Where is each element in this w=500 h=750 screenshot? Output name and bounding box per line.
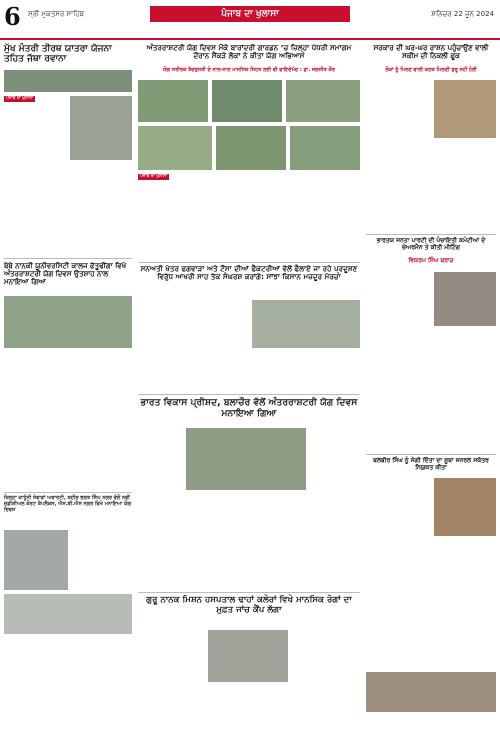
university-yoga-photo bbox=[4, 296, 132, 348]
cm-tirth-headline: ਮੁੱਖ ਮੰਤਰੀ ਤੀਰਥ ਯਾਤਰਾ ਯੋਜਨਾ ਤਹਿਤ ਜੱਥਾ ਰਵਾਨਾ bbox=[4, 44, 112, 65]
divider bbox=[138, 394, 360, 395]
divider bbox=[366, 234, 496, 235]
divider bbox=[4, 492, 132, 493]
drinking-water-headline: ਸਰਕਾਰ ਦੀ ਘਰ-ਘਰ ਰਾਸ਼ਨ ਪਹੁੰਚਾਉਣ ਵਾਲੀ ਸਕੀਮ ਦੀ ਨਿਕਲੀ ਫੂਕ bbox=[373, 44, 489, 61]
yoga-garden-headline: ਅੰਤਰਰਾਸ਼ਟਰੀ ਯੋਗ ਦਿਵਸ ਮੌਕੇ ਬਾਰਾਂਦਰੀ ਗਾਰਡਨ ’ਚ ਜ਼ਿਲ੍ਹਾ ਪੱਧਰੀ ਸਮਾਗਮ ਦੌਰਾਨ ਸੈਂਕੜੇ ਲੋਕਾਂ ਨੇ ਕੀਤਾ ਯੋਗ ਅਭਿਆਸ bbox=[146, 43, 352, 61]
court-yoga-photo bbox=[4, 530, 68, 590]
right-bottom-body bbox=[366, 716, 496, 746]
cm-tirth-body bbox=[4, 96, 66, 246]
court-yoga-photo-2 bbox=[4, 594, 132, 634]
yoga-garden-kicker: ਯੋਗ ਸਰੀਰਕ ਤੰਦਰੁਸਤੀ ਦੇ ਨਾਲ-ਨਾਲ ਮਾਨਸਿਕ ਸਿਹਤ ਲਈ ਵੀ ਫਾਇਦੇਮੰਦ : ਡਾ. ਜਗਜੀਤ ਕੌਰ bbox=[163, 67, 335, 73]
jaswinder-body-2 bbox=[434, 540, 496, 668]
divider bbox=[366, 454, 496, 455]
divider bbox=[138, 592, 360, 593]
drinking-water-kicker: ਲੋਕਾਂ ਨੂੰ ਮਿਲਣ ਵਾਲੀ ਕਣਕ ਮਿਲਣੀ ਸ਼ੁਰੂ ਨਹੀਂ ਹੋਈ bbox=[385, 67, 477, 73]
fair-price-byline: ਵਿਕਰਮ ਸਿੰਘ ਬਰਾੜ bbox=[408, 257, 454, 264]
yoga-garden-photo-1 bbox=[138, 80, 208, 122]
farmers-photo bbox=[252, 300, 360, 348]
issue-date: ਸ਼ਨਿਚਰ 22 ਜੂਨ 2024 bbox=[431, 10, 494, 18]
yoga-garden-photo-2 bbox=[212, 80, 282, 122]
drinking-water-body-2 bbox=[434, 142, 496, 230]
divider bbox=[4, 258, 132, 259]
city-name: ਸ੍ਰੀ ਮੁਕਤਸਰ ਸਾਹਿਬ bbox=[28, 10, 85, 18]
jaswinder-body bbox=[366, 478, 430, 668]
meeting-photo bbox=[434, 272, 496, 326]
yoga-garden-photo-3 bbox=[286, 80, 360, 122]
left-bottom-body bbox=[4, 638, 132, 746]
guru-nanak-photo bbox=[208, 630, 288, 682]
guru-nanak-headline: ਗੁਰੂ ਨਾਨਕ ਮਿਸ਼ਨ ਹਸਪਤਾਲ ਢਾਹਾਂ ਕਲੇਰਾਂ ਵਿਖੇ ਮਾਨਸਿਕ ਰੋਗਾਂ ਦਾ ਮੁਫ਼ਤ ਜਾਂਚ ਕੈਂਪ ਲੱਗਾ bbox=[146, 595, 352, 615]
jaswinder-headline: ਬਲਬੀਰ ਸਿੰਘ ਨੂੰ ਸੋਗੀ ਦਿੱਤਾ ਦਾ ਸੂਬਾ ਜਨਰਲ ਸਕੱਤਰ ਨਿਯੁਕਤ ਕੀਤਾ bbox=[373, 457, 489, 471]
farmers-headline: ਸਨਅਤੀ ਖੇਤਰ ਫਗਵਾੜਾ ਅਤੇ ਟੌਂਸਾ ਦੀਆਂ ਫੈਕਟਰੀਆਂ ਵੱਲੋਂ ਫੈਲਾਏ ਜਾ ਰਹੇ ਪ੍ਰਦੂਸ਼ਣ ਵਿਰੁੱਧ ਆਖਰੀ ਸਾਹ ਤੱਕ ਸੰਘਰਸ਼ ਕਰਾਂਗੇ: ਸਾਂਝਾ ਕਿਸਾਨ ਮਜ਼ਦੂਰ ਮੋਰਚਾ bbox=[140, 264, 358, 282]
yoga-garden-photo-4 bbox=[138, 126, 212, 170]
cm-tirth-photo bbox=[4, 70, 132, 92]
farmers-body-2 bbox=[252, 352, 360, 392]
yoga-garden-photo-5 bbox=[216, 126, 286, 170]
bharat-vikas-body-2 bbox=[186, 494, 360, 588]
fair-price-body bbox=[366, 272, 430, 452]
yoga-garden-body bbox=[138, 174, 360, 260]
section-title: ਪੰਜਾਬ ਦਾ ਖੁਲਾਸਾ bbox=[150, 6, 350, 22]
jaswinder-portrait bbox=[434, 478, 496, 536]
bharat-vikas-body bbox=[138, 428, 182, 588]
district-court-headline: ਜ਼ਿਲ੍ਹਾ ਕਾਨੂੰਨੀ ਸੇਵਾਵਾਂ ਅਥਾਰਟੀ, ਸ਼ਹੀਦ ਭਗਤ ਸਿੰਘ ਨਗਰ ਵੱਲੋਂ ਨਵੀਂ ਜੁਡੀਸ਼ੀਅਲ ਕੋਰਟ ਕੰਪਲੈਕਸ, ਐਸ.ਬੀ.ਐਸ ਨਗਰ ਵਿਖੇ ਮਨਾਇਆ ਯੋਗ ਦਿਵਸ bbox=[4, 495, 132, 513]
university-body bbox=[4, 352, 132, 488]
district-court-body bbox=[72, 530, 132, 590]
fair-price-headline: ਭਾਰਤਯ ਜਨਤਾ ਪਾਰਟੀ ਦੀ ਪੰਚਾਇਤੀ ਕਮੇਟੀਆਂ ਦੇ ਚੇਅਰਮੈਨ ਤੇ ਕੀਤੀ ਮੀਟਿੰਗ bbox=[376, 237, 486, 251]
guru-nanak-body-2 bbox=[208, 686, 360, 746]
guru-nanak-body-3 bbox=[292, 630, 360, 682]
divider bbox=[138, 262, 360, 263]
fair-price-body-2 bbox=[434, 330, 496, 452]
bharat-vikas-photo bbox=[186, 428, 306, 490]
story-tag: ਪੰਜਾਬ ਦਾ ਖੁਲਾਸਾ bbox=[6, 96, 34, 101]
yoga-garden-photo-6 bbox=[290, 126, 360, 170]
farmers-body bbox=[138, 300, 248, 392]
grain-photo bbox=[434, 80, 496, 138]
drinking-water-body bbox=[366, 80, 430, 230]
guru-nanak-body bbox=[138, 630, 204, 746]
story-tag: ਪੰਜਾਬ ਦਾ ਖੁਲਾਸਾ bbox=[140, 174, 168, 179]
page-number: 6 bbox=[4, 2, 21, 31]
bharat-vikas-body-3 bbox=[310, 428, 360, 490]
bharat-vikas-headline: ਭਾਰਤ ਵਿਕਾਸ ਪ੍ਰੀਸ਼ਦ, ਬਲਾਚੌਰ ਵੱਲੋਂ ਅੰਤਰਰਾਸ਼ਟਰੀ ਯੋਗ ਦਿਵਸ ਮਨਾਇਆ ਗਿਆ bbox=[140, 397, 358, 419]
bottom-portraits bbox=[366, 672, 496, 712]
masthead bbox=[0, 0, 500, 40]
university-headline: ਬੇਬੇ ਨਾਨਕੀ ਯੂਨੀਵਰਸਿਟੀ ਕਾਲਜ ਫੱਤੂਢੀਂਗਾ ਵਿਖੇ ਅੰਤਰਰਾਸ਼ਟਰੀ ਯੋਗ ਦਿਵਸ ਉਤਸ਼ਾਹ ਨਾਲ ਮਨਾਇਆ ਗਿਆ bbox=[4, 262, 127, 287]
cm-tirth-photo-2 bbox=[70, 96, 132, 160]
